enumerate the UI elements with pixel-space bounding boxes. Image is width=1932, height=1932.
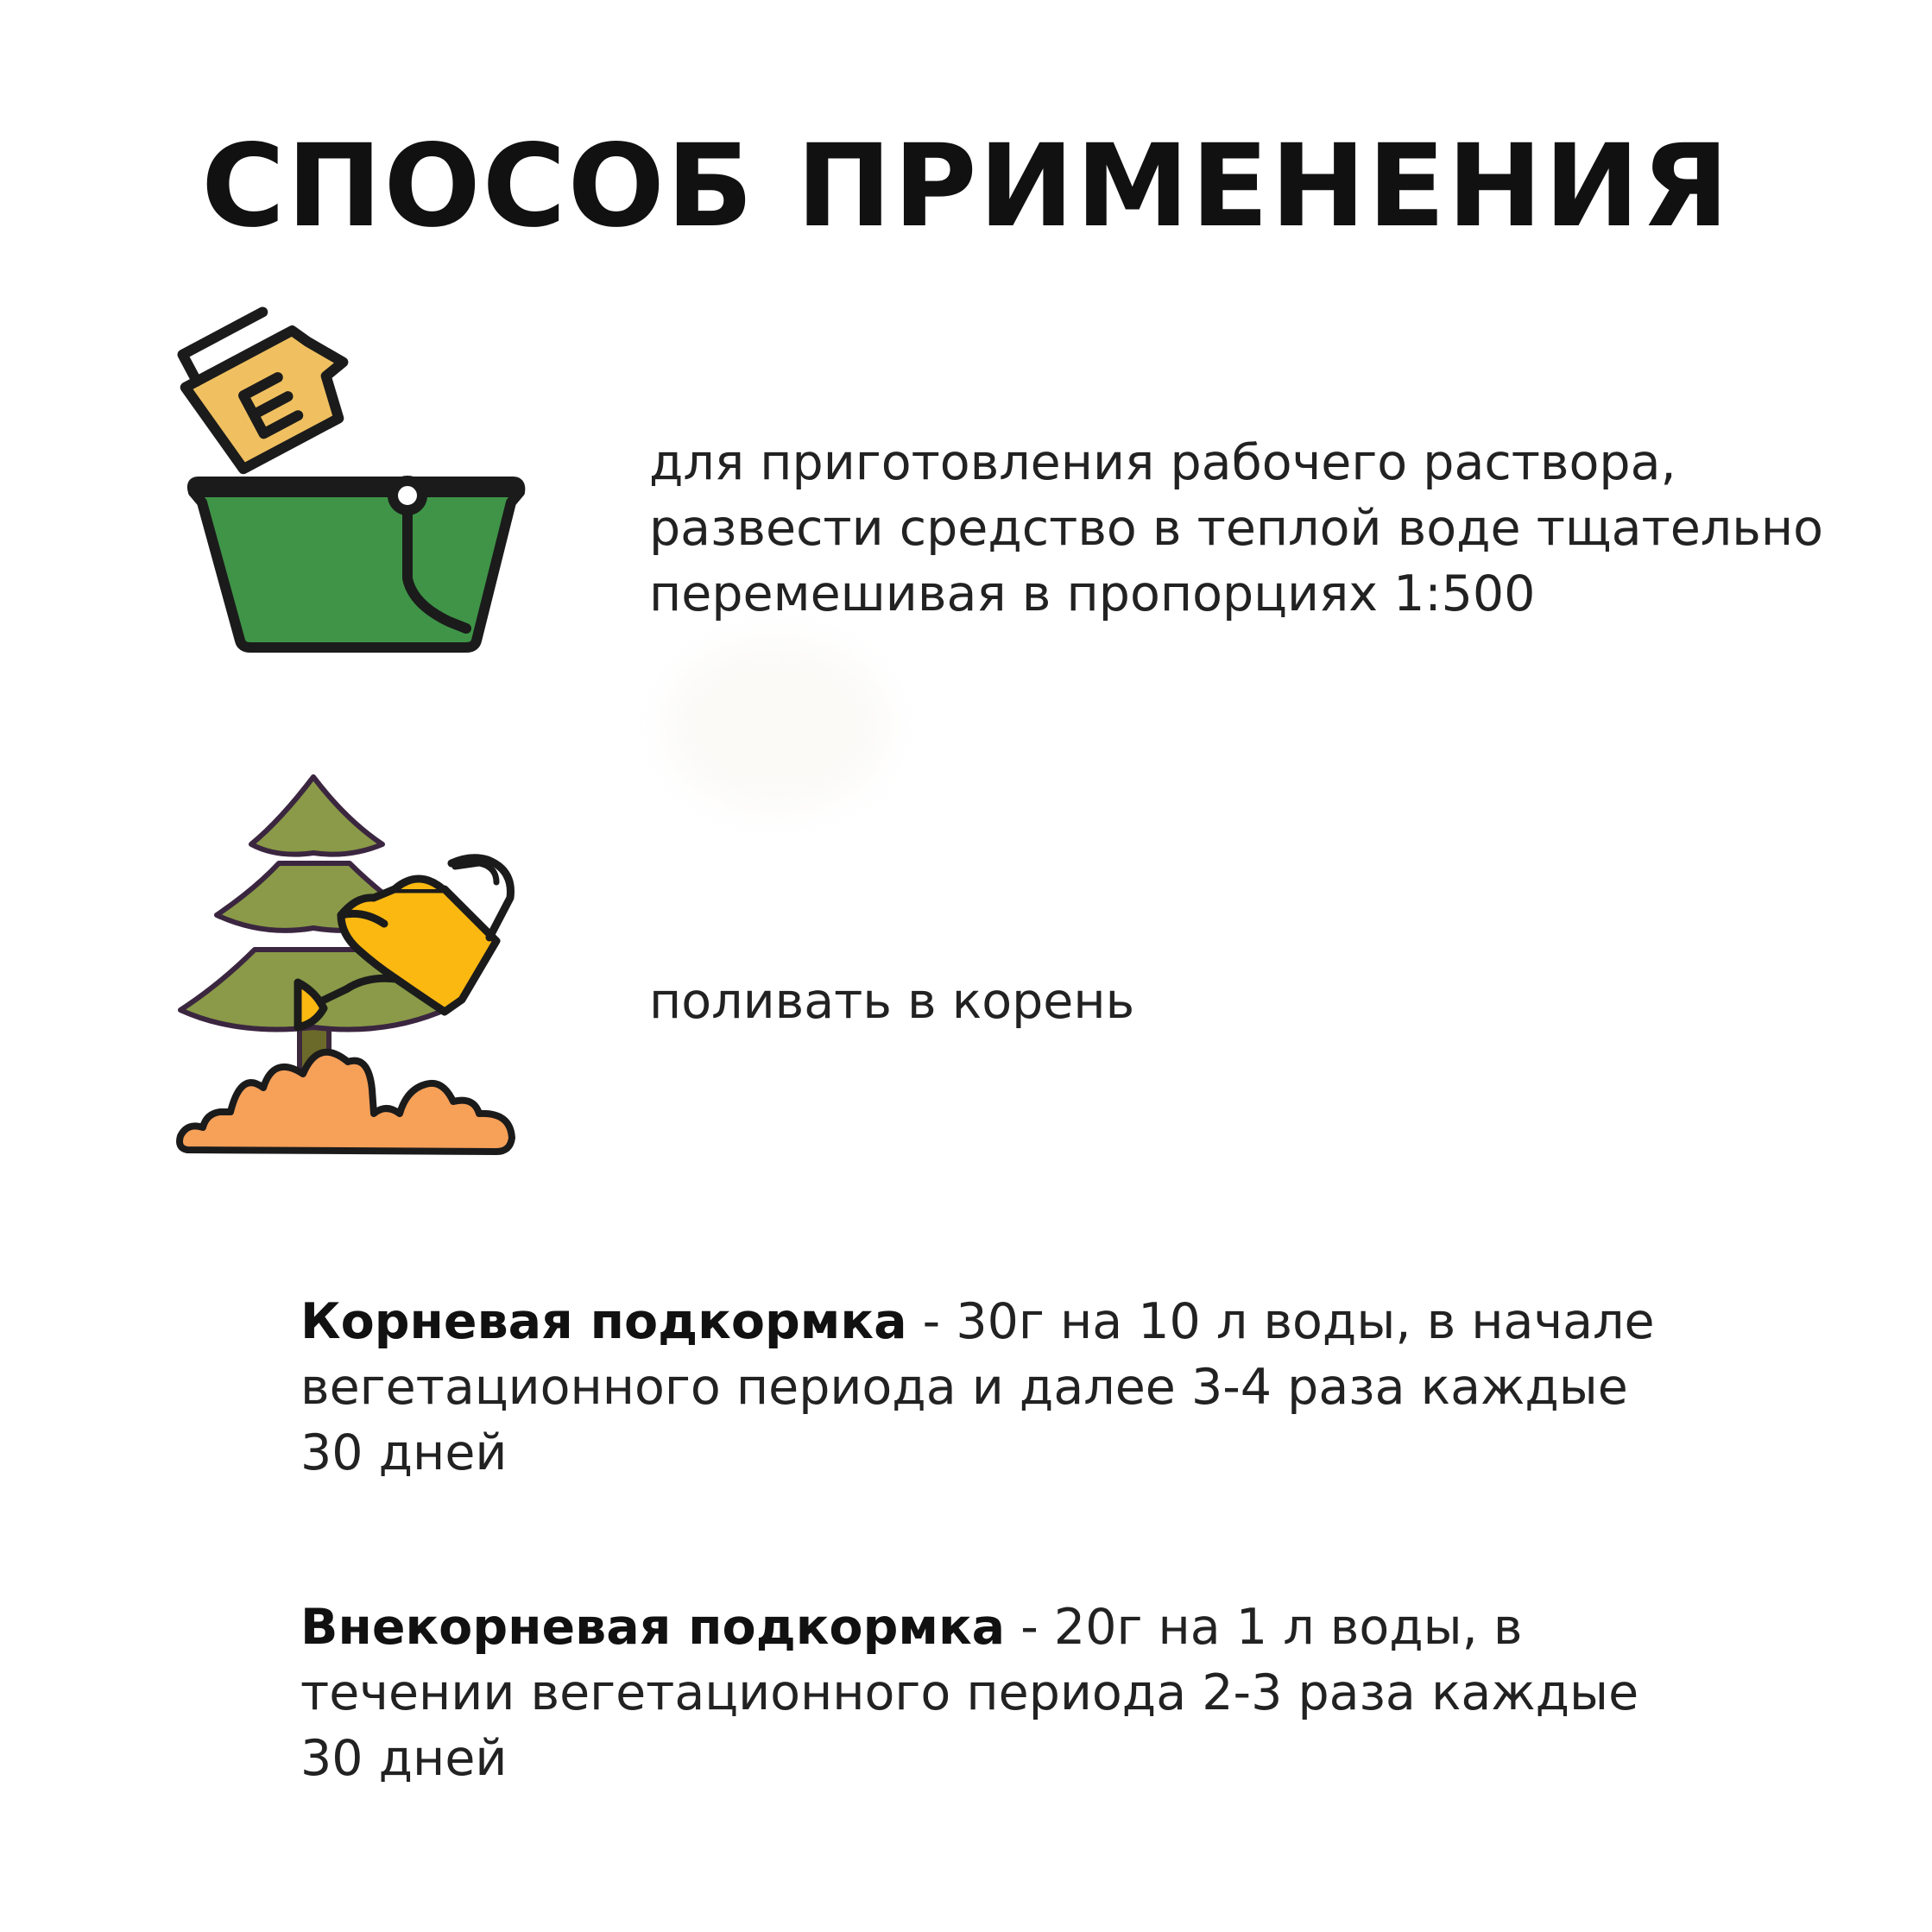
step-preparation-text xyxy=(649,430,1823,627)
feeding-line: вегетационного периода и далее 3-4 раза каждые xyxy=(300,1359,1628,1416)
feeding-heading: Внекорневая подкормка xyxy=(300,1599,1006,1656)
feeding-line: течении вегетационного периода 2-3 раза каждые xyxy=(300,1664,1639,1721)
step-line: перемешивая в пропорциях 1:500 xyxy=(649,565,1536,622)
step-line: поливать в корень xyxy=(649,973,1135,1030)
feeding-line: 30 дней xyxy=(300,1730,508,1787)
measuring-cup-bucket-icon xyxy=(164,302,561,656)
feeding-line: 30 дней xyxy=(300,1424,508,1481)
feeding-heading: Корневая подкормка xyxy=(300,1293,907,1350)
step-line: для приготовления рабочего раствора, xyxy=(649,434,1676,491)
feeding-line xyxy=(300,1594,1785,1660)
step-watering-text xyxy=(649,969,1134,1034)
page-title: СПОСОБ ПРИМЕНЕНИЯ xyxy=(201,120,1731,253)
feeding-text: - 30г на 10 л воды, в начале xyxy=(906,1293,1655,1350)
feeding-line xyxy=(300,1289,1785,1354)
bucket-icon xyxy=(193,481,520,647)
feeding-text: - 20г на 1 л воды, в xyxy=(1005,1599,1523,1656)
root-feeding-block xyxy=(300,1289,1785,1486)
step-line: развести средство в теплой воде тщательно xyxy=(649,500,1823,557)
foliar-feeding-block xyxy=(300,1594,1785,1791)
soil-icon xyxy=(180,1052,512,1152)
background-smudge xyxy=(665,639,889,811)
measuring-cup-icon xyxy=(171,302,365,475)
watering-can-tree-icon xyxy=(168,768,565,1165)
